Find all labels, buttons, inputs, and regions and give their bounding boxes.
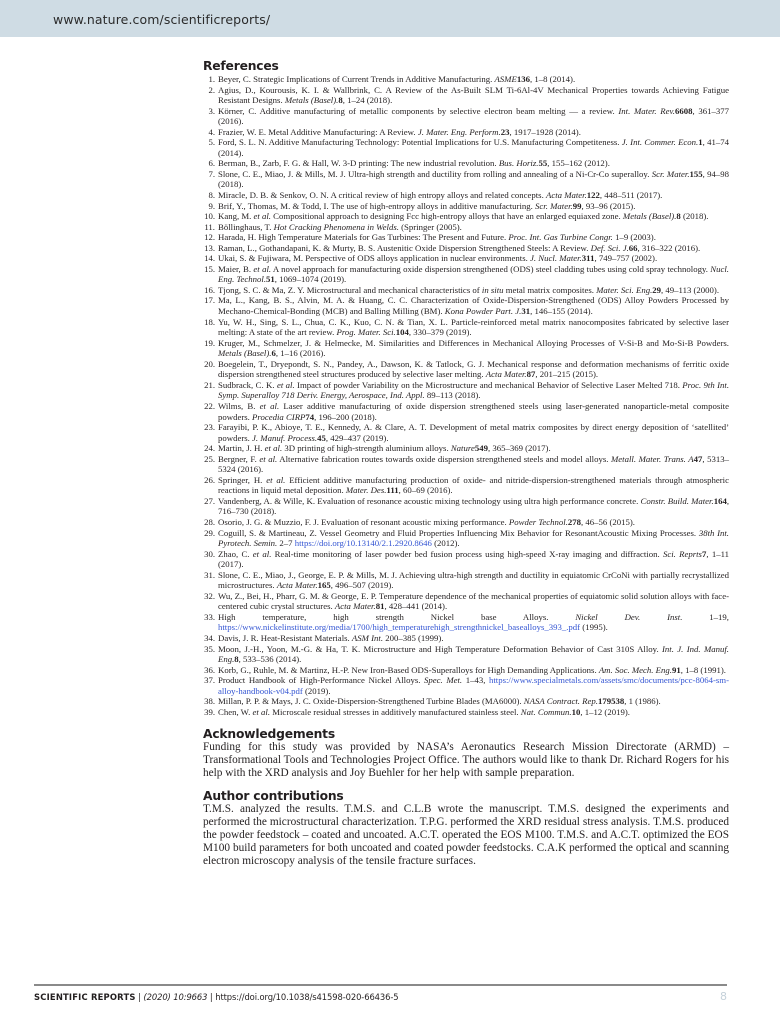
reference-number: 28. [204, 516, 215, 527]
reference-number: 1. [208, 74, 215, 84]
reference-italic: in situ [481, 284, 504, 295]
reference-number: 24. [204, 443, 215, 454]
references-list [203, 74, 729, 717]
reference-year: (2019). [302, 685, 331, 696]
reference-volume: 165 [317, 580, 331, 591]
reference-text: Moon, J.-H., Yoon, M.-G. & Ha, T. K. Microstructure and High Temperature Deformation Behavior of Cast 310S Alloy. [218, 643, 663, 654]
reference-text: Springer, H. [218, 474, 267, 485]
reference-italic: et al. [252, 548, 272, 559]
reference-text: Millan, P. P. & Mays, J. C. Oxide-Dispersion-Strengthened Turbine Blades (MA6000). [218, 696, 524, 707]
footer-journal-name: SCIENTIFIC REPORTS [34, 992, 136, 1002]
reference-pages: , 41–74 (2014). [218, 137, 730, 158]
reference-pages: , 94–98 (2018). [218, 168, 730, 190]
reference-italic: et al. [266, 474, 286, 485]
reference-pages: , 201–215 (2015). [535, 369, 599, 380]
footer-doi-link[interactable]: https://doi.org/10.1038/s41598-020-66436-5 [215, 992, 399, 1002]
article-content [203, 59, 729, 868]
reference-pages: , 365–369 (2017). [487, 443, 551, 454]
reference-text: Tjong, S. C. & Ma, Z. Y. Microstructural and mechanical characteristics of [218, 284, 482, 295]
reference-number: 13. [204, 242, 215, 253]
reference-pages: , 49–113 (2000). [661, 284, 720, 295]
reference-item [203, 517, 729, 528]
reference-pages: , 533–536 (2014). [238, 654, 302, 665]
reference-text: Coguill, S. & Martineau, Z. Vessel Geometry and Fluid Properties Influencing Mix Behavior for ResonantAcoustic Mixing Processes. [218, 527, 699, 538]
reference-journal: Scr. Mater. [651, 168, 690, 179]
reference-journal: Am. Soc. Mech. Eng. [598, 664, 672, 675]
reference-pages: , 196–200 (2018). [314, 411, 377, 422]
footer-separator: | [135, 992, 144, 1002]
reference-journal: Prog. Mater. Sci. [336, 327, 396, 338]
reference-item [203, 591, 729, 612]
reference-volume: 155 [689, 168, 703, 179]
reference-journal: Nickel Dev. Inst. [575, 611, 683, 622]
reference-item [203, 454, 729, 475]
reference-volume: 8 [338, 95, 343, 106]
reference-volume: 179538 [597, 696, 625, 707]
reference-journal: Acta Mater. [276, 580, 318, 591]
reference-journal: Metals (Basel). [284, 95, 339, 106]
reference-item [203, 253, 729, 264]
reference-journal: Int. Mater. Rev. [618, 105, 675, 116]
reference-text: Yu, W. H., Sing, S. L., Chua, C. K., Kuo, C. N. & Tian, X. L. Particle-reinforced metal matrix nanocomposites fabricated by selective laser melting: A state of the art review. [218, 316, 729, 338]
reference-number: 19. [204, 337, 215, 348]
reference-journal: Proc. 9th Int. Symp. Superalloy 718 Deriv. Energy, Aerospace, Ind. Appl. [218, 379, 730, 401]
reference-volume: 1 [698, 137, 703, 148]
reference-pages: , 146–155 (2014). [530, 306, 593, 317]
reference-pages: 200–385 (1999). [383, 632, 444, 643]
reference-italic: et al. [253, 211, 271, 222]
reference-item [203, 707, 729, 718]
reference-item [203, 496, 729, 517]
reference-pages: 1–19, [682, 611, 729, 622]
reference-text: Harada, H. High Temperature Materials for Gas Turbines: The Present and Future. [218, 232, 509, 243]
reference-text: Davis, J. R. Heat-Resistant Materials. [218, 632, 352, 643]
reference-pages: , 716–730 (2018). [218, 495, 729, 517]
reference-journal: ASM Int. [351, 632, 384, 643]
reference-text: Miracle, D. B. & Senkov, O. N. A critical review of high entropy alloys and related concepts. [218, 190, 546, 201]
reference-text: Ford, S. L. N. Additive Manufacturing Technology: Potential Implications for U.S. Manufacturing Competiteness. [218, 137, 622, 148]
reference-pages: , 155–162 (2012). [547, 158, 610, 169]
reference-volume: 47 [693, 453, 703, 464]
reference-text: Kruger, M., Schmelzer, J. & Helmecke, M. Similarities and Differences in Mechanical Alloying Processes of V-Si-B and Mo-Si-B Powders. [218, 337, 729, 348]
footer-volume: (2020) 10:9663 [143, 992, 208, 1002]
reference-link[interactable]: https://www.specialmetals.com/assets/smc/documents/pcc-8064-sm-alloy-handbook-v04.pdf [218, 675, 729, 696]
reference-text: Beyer, C. Strategic Implications of Current Trends in Additive Manufacturing. [218, 74, 495, 84]
reference-volume: 55 [538, 158, 548, 169]
reference-text: Slone, C. E., Miao, J. & Mills, M. J. Ultra-high strength and ductility from rolling and annealing of a Ni-Cr-Co superalloy. [218, 168, 652, 179]
reference-item [203, 243, 729, 254]
reference-volume: 136 [516, 74, 530, 84]
reference-text: Compositional approach to designing Fcc high-entropy alloys that have an enlarged equiaxed zone. [270, 211, 623, 222]
reference-item [203, 201, 729, 212]
reference-journal: Constr. Build. Mater. [640, 495, 714, 506]
reference-journal: Int. J. Ind. Manuf. Eng. [218, 643, 729, 665]
reference-volume: 23 [500, 126, 510, 137]
reference-text: Ukai, S. & Fujiwara, M. Perspective of ODS alloys application in nuclear environments. [218, 253, 531, 264]
reference-number: 8. [208, 190, 215, 201]
reference-text: Alternative fabrication routes towards oxide dispersion strengthened steels and model alloys. [277, 453, 611, 464]
reference-journal: J. Manuf. Process. [252, 432, 318, 443]
reference-year: (2012). [431, 538, 460, 549]
reference-item [203, 158, 729, 169]
acknowledgements-body: Funding for this study was provided by NASA’s Aeronautics Research Mission Directorate (ARMD) – Transformational Tools and Technologies Project Office. The authors would like to thank Dr. Richard Rogers for his help with the XRD analysis and Joy Buehler for her help with sample preparation. [203, 741, 729, 780]
reference-volume: 91 [671, 664, 681, 675]
references-heading: References [203, 59, 279, 73]
reference-item [203, 665, 729, 676]
reference-text: Vandenberg, A. & Wille, K. Evaluation of resonance acoustic mixing technology using ultra high performance concrete. [218, 495, 641, 506]
author-contributions-heading: Author contributions [203, 789, 344, 804]
reference-year: (1995). [580, 622, 608, 633]
reference-pages: , 1–16 (2016). [275, 348, 326, 359]
reference-item [203, 222, 729, 233]
reference-item [203, 644, 729, 665]
reference-number: 29. [204, 527, 215, 538]
reference-volume: 104 [395, 327, 409, 338]
reference-italic: et al. [264, 443, 283, 454]
reference-item [203, 528, 729, 549]
reference-journal: Nat. Commun. [520, 706, 572, 717]
reference-item [203, 401, 729, 422]
reference-item [203, 422, 729, 443]
reference-italic: et al. [259, 400, 280, 411]
reference-journal: Mater. Des. [345, 485, 387, 496]
reference-item [203, 675, 729, 696]
reference-text: Berman, B., Zarb, F. G. & Hall, W. 3-D printing: The new industrial revolution. [218, 158, 499, 169]
reference-text: Chen, W. [218, 706, 253, 717]
reference-number: 9. [208, 200, 215, 211]
reference-pages: 1–43, [462, 675, 489, 686]
reference-italic: et al. [259, 453, 278, 464]
reference-text: Real-time monitoring of laser powder bed fusion process using high-speed X-ray imaging and diffraction. [271, 548, 663, 559]
page-number: 8 [720, 990, 727, 1003]
reference-volume: 66 [628, 242, 638, 253]
reference-volume: 6608 [674, 105, 693, 116]
reference-journal: Nucl. Eng. Technol. [218, 263, 729, 285]
reference-volume: 8 [676, 211, 681, 222]
reference-italic: et al. [252, 706, 271, 717]
reference-volume: 31 [521, 306, 531, 317]
reference-text: High temperature, high strength Nickel base Alloys. [218, 611, 576, 622]
reference-link[interactable]: https://www.nickelinstitute.org/media/1700/high_temperaturehigh_strengthnickel_basealloys_393_.pdf [218, 622, 581, 633]
reference-text: Agius, D., Kourousis, K. I. & Wallbrink, C. A Review of the As-Built SLM Ti-6Al-4V Mechanical Properties towards Achieving Fatigue Resistant Designs. [218, 84, 729, 106]
reference-volume: 99 [572, 200, 582, 211]
reference-item [203, 232, 729, 243]
reference-volume: 6 [271, 348, 276, 359]
reference-pages: , 429–437 (2019). [325, 432, 389, 443]
reference-number: 22. [204, 400, 215, 411]
reference-item [203, 190, 729, 201]
reference-number: 21. [204, 379, 215, 390]
reference-journal: Metall. Mater. Trans. A [610, 453, 694, 464]
reference-number: 37. [204, 675, 215, 686]
reference-number: 16. [204, 284, 215, 295]
acknowledgements-heading: Acknowledgements [203, 727, 335, 742]
reference-text: Microscale residual stresses in additively manufactured stainless steel. [270, 706, 521, 717]
reference-text: Laser additive manufacturing of oxide dispersion strengthened steels using laser-generated nanoparticle-metal composite powders. [218, 400, 729, 422]
reference-text: Böllinghaus, T. [218, 221, 274, 232]
reference-item [203, 264, 729, 285]
reference-text: Korb, G., Ruhle, M. & Martinz, H.-P. New Iron-Based ODS-Superalloys for High Demanding Applications. [218, 664, 599, 675]
reference-number: 17. [204, 295, 215, 306]
reference-italic: et al. [276, 379, 295, 390]
reference-link[interactable]: https://doi.org/10.13140/2.1.2920.8646 [294, 538, 432, 549]
reference-pages: , 5313–5324 (2016). [218, 453, 729, 475]
reference-pages: , 1917–1928 (2014). [509, 126, 581, 137]
reference-number: 33. [204, 611, 215, 622]
reference-journal: ASME [494, 74, 517, 84]
reference-pages: , 93–96 (2015). [581, 200, 636, 211]
reference-item [203, 169, 729, 190]
journal-url[interactable]: www.nature.com/scientificreports/ [53, 12, 271, 27]
reference-volume: 311 [581, 253, 595, 264]
reference-text: Kang, M. [218, 211, 254, 222]
reference-volume: 81 [375, 601, 385, 612]
footer-divider [34, 984, 727, 986]
reference-journal: Procedia CIRP [252, 411, 306, 422]
reference-journal: Spec. Met. [424, 675, 463, 686]
reference-journal: Scr. Mater. [535, 200, 573, 211]
reference-text: Brif, Y., Thomas, M. & Todd, I. The use of high-entropy alloys in additive manufacturing. [218, 200, 536, 211]
reference-number: 5. [208, 137, 215, 148]
reference-pages: , 496–507 (2019). [330, 580, 394, 591]
reference-pages: 89–113 (2018). [424, 390, 481, 401]
reference-pages: , 46–56 (2015). [581, 516, 635, 527]
reference-volume: 278 [567, 516, 582, 527]
reference-item [203, 127, 729, 138]
reference-volume: 29 [652, 284, 662, 295]
footer-citation [34, 992, 399, 1002]
reference-number: 35. [204, 643, 215, 654]
reference-pages: 2–7 [277, 538, 295, 549]
reference-text: Wilms, B. [218, 400, 260, 411]
reference-journal: Def. Sci. J. [590, 242, 629, 253]
reference-text: Maier, B. [218, 263, 254, 274]
reference-volume: 74 [305, 411, 315, 422]
reference-text: metal matrix composites. [503, 284, 597, 295]
reference-volume: 111 [386, 485, 399, 496]
reference-journal: Hot Cracking Phenomena in Welds. [273, 221, 399, 232]
reference-journal: Acta Mater. [545, 190, 587, 201]
reference-text: Slone, C. E., Miao, J., George, E. P. & Mills, M. J. Achieving ultra-high strength and ductility in equiatomic CrCoNi with partially recrystallized microstructures. [218, 569, 729, 591]
reference-volume: 122 [586, 190, 600, 201]
reference-number: 20. [204, 358, 215, 369]
reference-pages: , 1–8 (2014). [529, 74, 576, 84]
reference-number: 12. [204, 232, 215, 243]
reference-item [203, 106, 729, 127]
reference-number: 11. [204, 221, 215, 232]
reference-journal: 38th Int. Pyrotech. Semin. [218, 527, 729, 549]
reference-text: Wu, Z., Bei, H., Pharr, G. M. & George, E. P. Temperature dependence of the mechanical properties of equiatomic solid solution alloys with face-centered cubic crystal structures. [218, 590, 729, 612]
reference-number: 6. [208, 158, 215, 169]
reference-text: Martin, J. H. [218, 443, 265, 454]
reference-volume: 51 [266, 274, 275, 285]
reference-journal: Powder Technol. [508, 516, 568, 527]
reference-journal: Metals (Basel). [622, 211, 677, 222]
reference-number: 32. [204, 590, 215, 601]
reference-number: 4. [208, 126, 215, 137]
reference-journal: Sci. Reprts [662, 548, 702, 559]
reference-journal: Proc. Int. Gas Turbine Congr. [508, 232, 613, 243]
reference-item [203, 549, 729, 570]
reference-number: 26. [204, 474, 215, 485]
reference-number: 27. [204, 495, 215, 506]
reference-pages: , 428–441 (2014). [384, 601, 448, 612]
reference-number: 2. [208, 84, 215, 95]
author-contributions-body: T.M.S. analyzed the results. T.M.S. and C.L.B wrote the manuscript. T.M.S. designed the experiments and performed the microstructural characterization. T.P.G. performed the XRD residual stress analysis. T.M.S. produced the powder feedstock – coated and uncoated. A.C.T. operated the EOS M100. T.M.S. and A.C.T. optimized the EOS M100 build parameters for both uncoated and coated powder feedstocks. C.A.K performed the optical and scanning electron microscopy analysis of the tensile fracture surfaces. [203, 803, 729, 867]
reference-item [203, 295, 729, 316]
reference-item [203, 359, 729, 380]
reference-text: Zhao, C. [218, 548, 253, 559]
reference-volume: 164 [713, 495, 727, 506]
reference-pages: , 316–322 (2016). [637, 242, 701, 253]
reference-journal: J. Nucl. Mater. [530, 253, 582, 264]
reference-pages: , 1–24 (2018). [342, 95, 393, 106]
reference-pages: , 1–12 (2019). [580, 706, 630, 717]
reference-journal: Kona Powder Part. J. [444, 306, 522, 317]
reference-text: Bergner, F. [218, 453, 260, 464]
reference-volume: 7 [701, 548, 707, 559]
reference-number: 18. [204, 316, 215, 327]
reference-volume: 87 [526, 369, 536, 380]
reference-item [203, 317, 729, 338]
header-band [0, 0, 780, 37]
reference-number: 30. [204, 548, 215, 559]
reference-volume: 45 [317, 432, 326, 443]
reference-item [203, 443, 729, 454]
reference-item [203, 211, 729, 222]
reference-number: 38. [204, 696, 215, 707]
reference-number: 36. [204, 664, 215, 675]
reference-text: Product Handbook of High-Performance Nickel Alloys. [218, 675, 425, 686]
reference-pages: , 1–8 (1991). [680, 664, 726, 675]
reference-item [203, 338, 729, 359]
reference-volume: 549 [474, 443, 488, 454]
reference-pages: , 448–511 (2017). [599, 190, 663, 201]
reference-text: Körner, C. Additive manufacturing of metallic components by selective electron beam melting — a review. [218, 105, 619, 116]
reference-italic: et al. [253, 263, 272, 274]
reference-number: 23. [204, 422, 215, 433]
reference-journal: J. Mater. Eng. Perform. [417, 126, 501, 137]
reference-pages: 1–9 (2003). [612, 232, 656, 243]
reference-number: 10. [204, 211, 215, 222]
reference-item [203, 85, 729, 106]
reference-number: 15. [204, 263, 215, 274]
reference-number: 39. [204, 706, 215, 717]
reference-volume: 10 [571, 706, 581, 717]
reference-journal: Acta Mater. [334, 601, 376, 612]
reference-text: Farayibi, P. K., Abioye, T. E., Kennedy, A. & Clare, A. T. Development of metal matrix composites by direct energy deposition of ‘satellited’ powders. [218, 422, 729, 443]
footer-separator: | [207, 992, 216, 1002]
reference-journal: Bus. Horiz. [498, 158, 539, 169]
reference-number: 7. [208, 168, 215, 179]
reference-text: 3D printing of high-strength aluminium alloys. [282, 443, 451, 454]
reference-journal: J. Int. Commer. Econ. [621, 137, 699, 148]
reference-text: Frazier, W. E. Metal Additive Manufacturing: A Review. [218, 126, 418, 137]
reference-pages: , 749–757 (2002). [594, 253, 658, 264]
reference-journal: Mater. Sci. Eng. [596, 284, 653, 295]
reference-pages: , 1–11 (2017). [218, 548, 729, 570]
reference-text: Impact of powder Variability on the Microstructure and mechanical Behavior of Selective Laser Melted 718. [294, 379, 683, 390]
reference-text: Ma, L., Kang, B. S., Alvin, M. A. & Huang, C. C. Characterization of Oxide-Dispersion-Strengthened (ODS) Alloy Powders Processed by Mechano-Chemical-Bonding (MCB) and Balling Milling (BM). [218, 295, 729, 317]
reference-pages: , 330–379 (2019). [408, 327, 472, 338]
reference-number: 34. [204, 632, 215, 643]
reference-pages: , 60–69 (2016). [398, 485, 453, 496]
reference-number: 14. [204, 253, 215, 264]
reference-pages: , 1069–1074 (2019). [274, 274, 347, 285]
reference-item [203, 137, 729, 158]
reference-text: Raman, L., Gothandapani, K. & Murty, B. S. Austenitic Oxide Dispersion Strengthened Steels: A Review. [218, 242, 591, 253]
reference-item [203, 612, 729, 633]
reference-number: 31. [204, 569, 215, 580]
reference-number: 25. [204, 453, 215, 464]
reference-item [203, 633, 729, 644]
reference-text: Sudbrack, C. K. [218, 379, 277, 390]
reference-journal: Nature [450, 443, 475, 454]
reference-item [203, 696, 729, 707]
reference-item [203, 475, 729, 496]
reference-item [203, 380, 729, 401]
reference-number: 3. [208, 105, 215, 116]
reference-pages: (2018). [680, 211, 709, 222]
reference-item [203, 570, 729, 591]
reference-pages: , 361–377 (2016). [218, 105, 729, 127]
reference-journal: Metals (Basel). [218, 348, 272, 359]
reference-journal: Acta Mater. [485, 369, 527, 380]
reference-text: Osorio, J. G. & Muzzio, F. J. Evaluation of resonant acoustic mixing performance. [218, 516, 509, 527]
reference-volume: 8 [234, 654, 239, 665]
reference-item [203, 74, 729, 85]
reference-text: Boegelein, T., Dryepondt, S. N., Pandey, A., Dawson, K. & Tatlock, G. J. Mechanical response and deformation mechanisms of ferritic oxide dispersion strengthened steel structures produced by selective laser melting. [218, 358, 729, 380]
reference-pages: (Springer (2005). [398, 221, 462, 232]
reference-journal: NASA Contract. Rep. [523, 696, 598, 707]
reference-item [203, 285, 729, 296]
reference-text: A novel approach for manufacturing oxide dispersion strengthened (ODS) steel cladding tubes using cold spray technology. [271, 263, 711, 274]
reference-text: Efficient additive manufacturing production of oxide- and nitride-dispersion-strengthened materials through atmospheric reactions in liquid metal deposition. [218, 474, 729, 496]
reference-pages: , 1 (1986). [624, 696, 661, 707]
